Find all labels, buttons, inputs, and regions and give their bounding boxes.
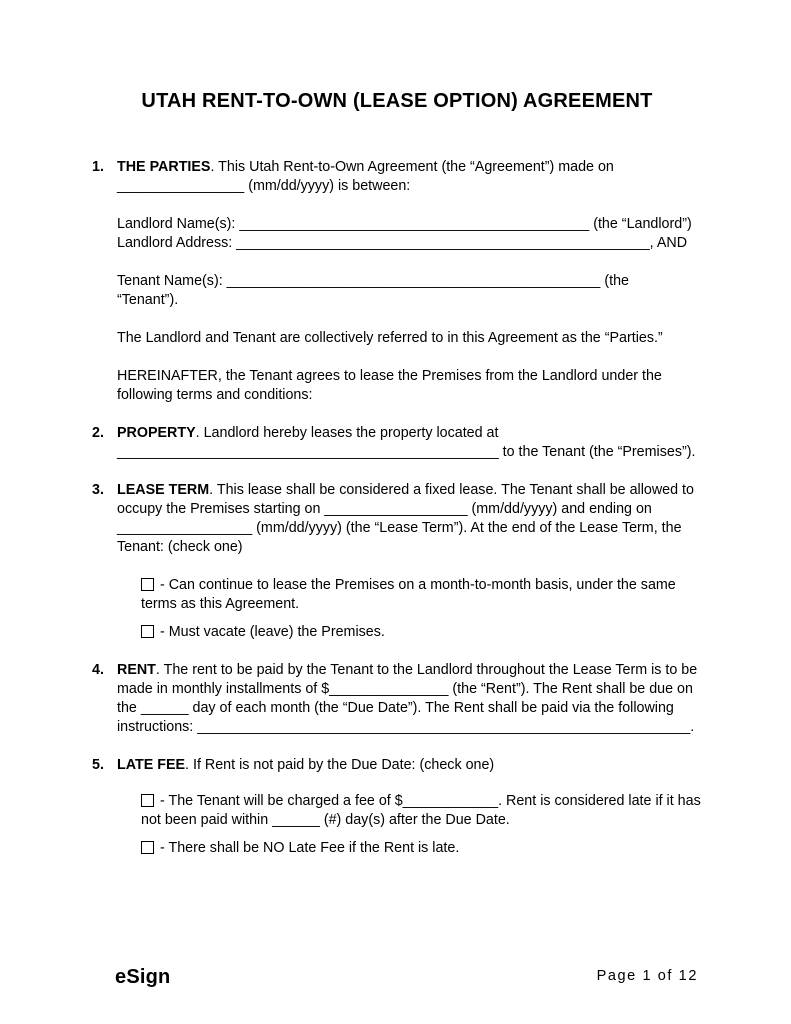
lease-end-date-line: _________________ (mm/dd/yyyy) (the “Lease Term”). At the end of the Lease Term, the	[117, 520, 682, 536]
option-line	[141, 792, 702, 811]
late-fee-option-charged	[141, 792, 702, 830]
page-number: Page 1 of 12	[596, 968, 698, 984]
rent-intro-line1	[117, 661, 702, 680]
hereinafter-line1: HEREINAFTER, the Tenant agrees to lease the Premises from the Landlord under the	[117, 368, 662, 384]
property-intro-text: . Landlord hereby leases the property located at	[195, 425, 499, 441]
landlord-address-field-line: Landlord Address: ____________________________________________________, AND	[117, 235, 688, 251]
late-fee-option-none	[141, 839, 702, 858]
checkbox-icon[interactable]	[141, 794, 154, 807]
section-lease-term-number: 3.	[92, 482, 104, 498]
parties-intro-line1	[117, 158, 702, 177]
section-late-fee-heading: LATE FEE	[117, 757, 186, 773]
checkbox-icon[interactable]	[141, 625, 154, 638]
rent-intro-text: . The rent to be paid by the Tenant to the Landlord throughout the Lease Term is to be	[155, 662, 698, 678]
option-label: - There shall be NO Late Fee if the Rent is late.	[160, 840, 460, 856]
rent-amount-line: made in monthly installments of $_______________ (the “Rent”). The Rent shall be due on	[117, 681, 693, 697]
section-late-fee	[92, 756, 702, 858]
landlord-block	[117, 215, 702, 253]
agreement-date-blank-line: ________________ (mm/dd/yyyy) is between:	[117, 178, 411, 194]
late-fee-intro-text: . If Rent is not paid by the Due Date: (check one)	[185, 757, 495, 773]
landlord-name-field-line: Landlord Name(s): ____________________________________________ (the “Landlord”)	[117, 216, 692, 232]
section-parties-number: 1.	[92, 159, 104, 175]
option-label: - Can continue to lease the Premises on a month-to-month basis, under the same	[160, 577, 676, 593]
section-late-fee-number: 5.	[92, 757, 104, 773]
section-rent-heading: RENT	[117, 662, 156, 678]
rent-instructions-blank-line: instructions: ______________________________________________________________.	[117, 719, 695, 735]
lease-start-date-line: occupy the Premises starting on __________________ (mm/dd/yyyy) and ending on	[117, 501, 652, 517]
option-line	[141, 839, 702, 858]
document-body	[92, 90, 702, 858]
section-rent-number: 4.	[92, 662, 104, 678]
late-fee-intro-line1	[117, 756, 702, 775]
lease-term-intro-line1	[117, 481, 702, 500]
lease-end-option-vacate	[141, 623, 702, 642]
section-rent	[92, 661, 702, 737]
parties-intro-paragraph	[117, 158, 702, 196]
property-intro-line1	[117, 424, 702, 443]
property-address-blank-line: ________________________________________________ to the Tenant (the “Premises”).	[117, 444, 696, 460]
rent-due-date-line: the ______ day of each month (the “Due Date”). The Rent shall be paid via the following	[117, 700, 674, 716]
parties-collective-line: The Landlord and Tenant are collectively referred to in this Agreement as the “Parties.”	[117, 330, 663, 346]
section-property-number: 2.	[92, 425, 104, 441]
section-parties	[92, 158, 702, 405]
option-label-line2: terms as this Agreement.	[141, 596, 300, 612]
lease-end-option-month-to-month	[141, 576, 702, 614]
tenant-block	[117, 272, 702, 310]
parties-intro-text: . This Utah Rent-to-Own Agreement (the “Agreement”) made on	[210, 159, 614, 175]
option-label: - The Tenant will be charged a fee of $____________. Rent is considered late if it has	[160, 793, 701, 809]
tenant-name-field-line2: “Tenant”).	[117, 292, 179, 308]
checkbox-icon[interactable]	[141, 578, 154, 591]
option-line	[141, 623, 702, 642]
section-lease-term	[92, 481, 702, 642]
lease-term-intro-text: . This lease shall be considered a fixed lease. The Tenant shall be allowed to	[209, 482, 694, 498]
option-label-line2: not been paid within ______ (#) day(s) after the Due Date.	[141, 812, 510, 828]
tenant-name-field-line: Tenant Name(s): _______________________________________________ (the	[117, 273, 629, 289]
checkbox-icon[interactable]	[141, 841, 154, 854]
hereinafter-line2: following terms and conditions:	[117, 387, 313, 403]
option-label: - Must vacate (leave) the Premises.	[160, 624, 385, 640]
lease-check-one-line: Tenant: (check one)	[117, 539, 243, 555]
hereinafter-paragraph	[117, 367, 702, 405]
section-lease-term-heading: LEASE TERM	[117, 482, 210, 498]
document-title: UTAH RENT-TO-OWN (LEASE OPTION) AGREEMENT	[141, 90, 653, 112]
section-property	[92, 424, 702, 462]
section-parties-heading: THE PARTIES	[117, 159, 211, 175]
option-line	[141, 576, 702, 595]
esign-logo: eSign	[115, 966, 171, 988]
section-property-heading: PROPERTY	[117, 425, 196, 441]
